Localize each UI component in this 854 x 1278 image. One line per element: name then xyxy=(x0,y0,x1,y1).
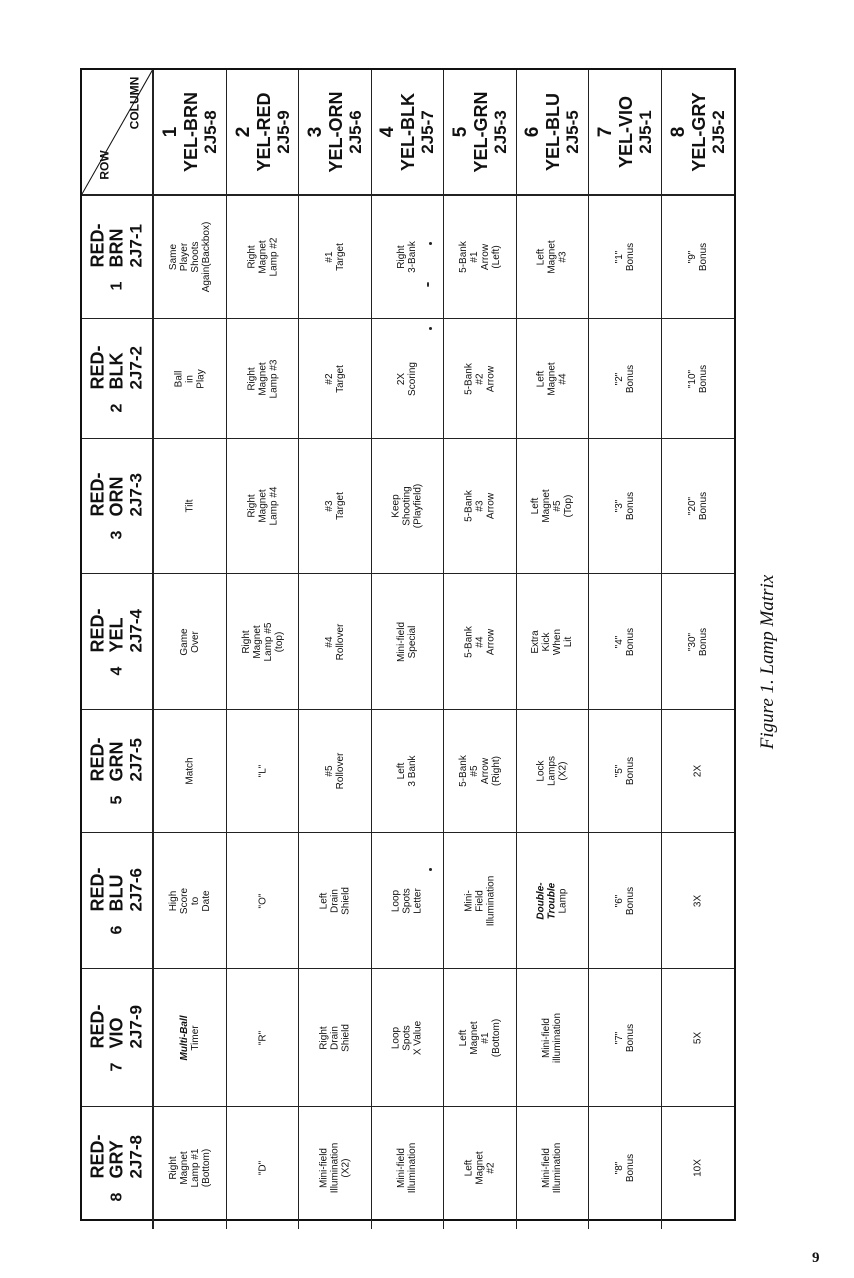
lamp-cell xyxy=(154,439,226,574)
lamp-label: Loop Spots Letter xyxy=(390,887,424,914)
lamp-label: "1" Bonus xyxy=(613,242,636,272)
column-connector: 2J5-3 xyxy=(490,110,510,154)
lamp-label: Keep Shooting (Playfield) xyxy=(390,483,424,529)
column-connector: 2J5-8 xyxy=(201,110,221,154)
lamp-label: Left Magnet #4 xyxy=(535,361,569,396)
lamp-label: Ball in Play xyxy=(173,368,207,389)
row-number: 7 xyxy=(108,1062,126,1071)
column-header xyxy=(589,70,661,196)
column-header xyxy=(517,70,589,196)
lamp-cell xyxy=(589,969,661,1107)
lamp-label: "7" Bonus xyxy=(613,1023,636,1052)
lamp-label: "2" Bonus xyxy=(613,364,636,393)
lamp-cell xyxy=(662,574,734,710)
lamp-cell xyxy=(589,833,661,969)
lamp-cell xyxy=(227,833,299,969)
lamp-label: Extra Kick When Lit xyxy=(530,628,575,655)
lamp-cell xyxy=(662,833,734,969)
row-label: ROW xyxy=(97,150,112,180)
row-header xyxy=(82,574,154,710)
lamp-cell xyxy=(372,574,444,710)
lamp-cell xyxy=(662,196,734,319)
row-wire-color: RED- VIO xyxy=(87,1004,127,1049)
lamp-cell xyxy=(299,969,371,1107)
row-connector: 2J7-5 xyxy=(126,738,146,782)
lamp-label: Right Magnet Lamp #3 xyxy=(246,359,280,398)
lamp-cell xyxy=(154,319,226,439)
lamp-label: Right Magnet Lamp #1 (Bottom) xyxy=(168,1148,213,1188)
lamp-label: Multi-Ball Timer xyxy=(179,1015,202,1060)
row-number: 3 xyxy=(108,530,126,540)
lamp-cell xyxy=(589,710,661,833)
lamp-matrix-table xyxy=(80,68,736,1221)
row-header xyxy=(82,319,154,439)
lamp-label: Left Magnet #3 xyxy=(535,240,569,274)
column-connector: 2J5-5 xyxy=(563,110,583,154)
lamp-label: Same Player Shoots Again(Backbox) xyxy=(168,221,213,293)
lamp-cell xyxy=(299,196,371,319)
lamp-label: Right Magnet Lamp #5 (top) xyxy=(240,622,285,661)
figure-caption xyxy=(740,547,795,777)
lamp-label: Left Magnet #2 xyxy=(463,1151,497,1185)
lamp-label: Right 3-Bank xyxy=(396,241,419,273)
column-number: 4 xyxy=(377,126,399,138)
lamp-label: "L" xyxy=(257,764,269,778)
column-number: 1 xyxy=(160,126,182,138)
lamp-cell xyxy=(517,439,589,574)
row-header xyxy=(82,1107,154,1229)
row-number: 1 xyxy=(108,281,126,291)
corner-header xyxy=(82,70,154,196)
row-wire-color: RED- GRN xyxy=(87,737,127,782)
lamp-cell xyxy=(662,710,734,833)
figure-caption-text: Figure 1. Lamp Matrix xyxy=(756,574,778,750)
lamp-cell xyxy=(299,1107,371,1229)
lamp-cell xyxy=(227,1107,299,1229)
row-header xyxy=(82,439,154,574)
lamp-cell xyxy=(372,833,444,969)
lamp-cell xyxy=(444,1107,516,1229)
lamp-cell xyxy=(372,196,444,319)
lamp-label: "5" Bonus xyxy=(613,756,636,786)
lamp-label: #5 Rollover xyxy=(324,752,347,790)
row-connector: 2J7-6 xyxy=(126,867,146,912)
lamp-cell xyxy=(444,196,516,319)
row-number: 6 xyxy=(108,925,126,934)
lamp-cell xyxy=(372,319,444,439)
column-number: 7 xyxy=(594,126,616,138)
row-header xyxy=(82,710,154,833)
lamp-label: "D" xyxy=(257,1160,269,1176)
lamp-cell xyxy=(372,1107,444,1229)
row-connector: 2J7-2 xyxy=(126,345,146,390)
column-connector: 2J5-1 xyxy=(635,110,655,154)
lamp-cell xyxy=(444,969,516,1107)
column-header xyxy=(227,70,299,196)
lamp-cell xyxy=(589,439,661,574)
lamp-cell xyxy=(517,710,589,833)
column-number: 5 xyxy=(449,126,471,138)
lamp-cell xyxy=(299,710,371,833)
lamp-cell xyxy=(517,574,589,710)
lamp-label: Tilt xyxy=(184,499,196,513)
row-wire-color: RED- YEL xyxy=(87,608,127,653)
lamp-cell xyxy=(589,1107,661,1229)
lamp-cell xyxy=(227,196,299,319)
column-wire-color: YEL-BLU xyxy=(543,93,564,171)
lamp-label: 5-Bank #3 Arrow xyxy=(463,490,497,522)
column-connector: 2J5-6 xyxy=(346,110,366,154)
lamp-label: 5-Bank #2 Arrow xyxy=(463,362,497,395)
column-wire-color: YEL-GRN xyxy=(470,91,491,173)
column-header xyxy=(372,70,444,196)
lamp-label: Double- Trouble Lamp xyxy=(535,881,569,920)
lamp-label: Mini-field Illumination xyxy=(396,1142,419,1194)
lamp-cell xyxy=(662,969,734,1107)
lamp-label: Right Drain Shield xyxy=(318,1023,352,1052)
row-wire-color: RED- BLK xyxy=(87,345,127,390)
column-header xyxy=(154,70,226,196)
lamp-label: Right Magnet Lamp #2 xyxy=(246,237,280,277)
lamp-label: Game Over xyxy=(179,627,202,656)
lamp-cell xyxy=(517,319,589,439)
lamp-label: #2 Target xyxy=(324,364,347,393)
column-number: 6 xyxy=(522,126,544,138)
row-number: 8 xyxy=(108,1192,126,1202)
row-number: 5 xyxy=(108,795,126,805)
lamp-label: 5X xyxy=(692,1031,704,1044)
lamp-cell xyxy=(154,969,226,1107)
lamp-cell xyxy=(227,319,299,439)
lamp-label: Match xyxy=(184,757,196,785)
lamp-cell xyxy=(154,833,226,969)
lamp-cell xyxy=(154,1107,226,1229)
row-connector: 2J7-1 xyxy=(126,224,146,268)
lamp-cell xyxy=(517,1107,589,1229)
lamp-cell xyxy=(589,319,661,439)
lamp-label: Mini-field Illumination (X2) xyxy=(318,1142,352,1194)
lamp-cell xyxy=(154,710,226,833)
lamp-cell xyxy=(444,319,516,439)
column-number: 8 xyxy=(667,126,689,138)
lamp-cell xyxy=(227,710,299,833)
lamp-cell xyxy=(372,710,444,833)
lamp-label: "6" Bonus xyxy=(613,886,636,915)
column-wire-color: YEL-ORN xyxy=(326,91,347,173)
column-header xyxy=(299,70,371,196)
lamp-label: "30" Bonus xyxy=(686,627,709,656)
column-label: COLUMN xyxy=(127,76,142,130)
lamp-label: #1 Target xyxy=(324,243,347,271)
column-wire-color: YEL-GRY xyxy=(688,92,709,172)
row-wire-color: RED- GRY xyxy=(87,1134,127,1179)
lamp-cell xyxy=(517,196,589,319)
row-header xyxy=(82,969,154,1107)
column-wire-color: YEL-BRN xyxy=(181,92,202,172)
lamp-cell xyxy=(299,439,371,574)
row-wire-color: RED- BLU xyxy=(87,867,127,912)
lamp-cell xyxy=(372,969,444,1107)
lamp-label: Left 3 Bank xyxy=(396,755,419,787)
column-connector: 2J5-7 xyxy=(418,110,438,154)
page-number: 9 xyxy=(812,1250,820,1266)
lamp-label: 2X Scoring xyxy=(396,361,419,396)
row-connector: 2J7-8 xyxy=(126,1135,146,1179)
lamp-cell xyxy=(444,710,516,833)
row-header xyxy=(82,833,154,969)
row-wire-color: RED- ORN xyxy=(87,472,127,517)
lamp-cell xyxy=(444,833,516,969)
column-wire-color: YEL-BLK xyxy=(398,93,419,171)
column-wire-color: YEL-RED xyxy=(253,92,274,172)
lamp-label: Mini-field Special xyxy=(396,621,419,662)
lamp-label: "3" Bonus xyxy=(613,491,636,521)
row-number: 4 xyxy=(108,666,126,675)
lamp-label: Left Magnet #1 (Bottom) xyxy=(457,1018,502,1057)
lamp-label: "20" Bonus xyxy=(686,491,709,521)
lamp-cell xyxy=(227,574,299,710)
column-connector: 2J5-9 xyxy=(273,110,293,154)
lamp-label: High Score to Date xyxy=(168,887,213,914)
lamp-label: Mini-field illumination xyxy=(541,1012,564,1063)
column-connector: 2J5-2 xyxy=(708,110,728,154)
lamp-label: Right Magnet Lamp #4 xyxy=(246,486,280,526)
column-header xyxy=(444,70,516,196)
lamp-cell xyxy=(589,574,661,710)
lamp-cell xyxy=(299,574,371,710)
lamp-cell xyxy=(154,574,226,710)
lamp-label: 5-Bank #4 Arrow xyxy=(463,625,497,658)
lamp-cell xyxy=(517,969,589,1107)
row-connector: 2J7-9 xyxy=(126,1004,146,1049)
lamp-label: "10" Bonus xyxy=(686,364,709,393)
row-connector: 2J7-4 xyxy=(126,608,146,653)
lamp-cell xyxy=(444,574,516,710)
lamp-label: "9" Bonus xyxy=(686,242,709,272)
lamp-label: #4 Rollover xyxy=(324,623,347,660)
lamp-cell xyxy=(589,196,661,319)
column-number: 3 xyxy=(305,126,327,138)
column-header xyxy=(662,70,734,196)
lamp-cell xyxy=(444,439,516,574)
column-wire-color: YEL-VIO xyxy=(615,95,636,169)
row-wire-color: RED- BRN xyxy=(87,223,127,268)
lamp-cell xyxy=(299,319,371,439)
lamp-cell xyxy=(662,439,734,574)
row-number: 2 xyxy=(108,403,126,412)
lamp-label: Left Magnet #5 (Top) xyxy=(530,489,575,523)
lamp-label: Mini- Field Illumination xyxy=(463,875,497,926)
lamp-label: Mini-field Illumination xyxy=(541,1142,564,1194)
lamp-cell xyxy=(299,833,371,969)
lamp-label: 2X xyxy=(692,764,704,778)
lamp-cell xyxy=(517,833,589,969)
lamp-cell xyxy=(662,319,734,439)
lamp-label: 10X xyxy=(692,1159,704,1177)
lamp-label: #3 Target xyxy=(324,492,347,520)
corner-diagonal xyxy=(82,70,152,194)
column-number: 2 xyxy=(232,126,254,138)
lamp-label: "O" xyxy=(257,893,269,908)
row-connector: 2J7-3 xyxy=(126,473,146,517)
lamp-label: 5-Bank #5 Arrow (Right) xyxy=(457,755,502,787)
lamp-cell xyxy=(227,969,299,1107)
lamp-label: 3X xyxy=(692,894,704,907)
lamp-label: Left Drain Shield xyxy=(318,886,352,915)
lamp-label: "4" Bonus xyxy=(613,627,636,656)
lamp-label: Loop Spots X Value xyxy=(390,1020,424,1055)
lamp-matrix-grid xyxy=(82,70,734,1219)
row-header xyxy=(82,196,154,319)
lamp-cell xyxy=(372,439,444,574)
lamp-label: "R" xyxy=(257,1030,269,1045)
lamp-cell xyxy=(154,196,226,319)
lamp-cell xyxy=(662,1107,734,1229)
lamp-label: Lock Lamps (X2) xyxy=(535,755,569,787)
lamp-cell xyxy=(227,439,299,574)
lamp-label: 5-Bank #1 Arrow (Left) xyxy=(457,241,502,273)
lamp-label: "8" Bonus xyxy=(613,1153,636,1183)
